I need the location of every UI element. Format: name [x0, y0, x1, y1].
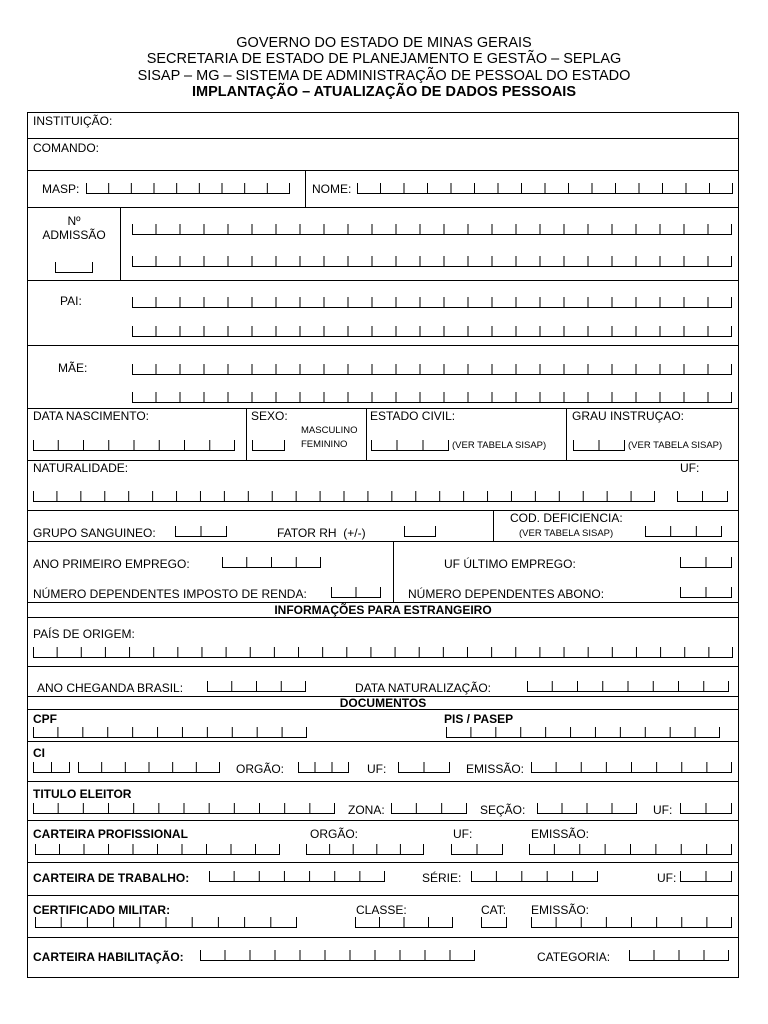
label-orgao: ORGÃO:: [236, 762, 285, 776]
carteira-profissional-input[interactable]: [35, 844, 280, 855]
data-naturalizacao-input[interactable]: [527, 681, 729, 692]
ano-chegada-input[interactable]: [207, 681, 306, 692]
label-fator-rh: FATOR RH (+/-): [277, 526, 366, 540]
uf-ct-input[interactable]: [680, 871, 732, 882]
label-nome: NOME:: [312, 182, 352, 196]
label-pis-pasep: PIS / PASEP: [444, 712, 514, 726]
label-pai: PAI:: [60, 294, 82, 308]
row-divider: [27, 207, 739, 208]
label-instituicao: INSTITUIÇÃO:: [33, 114, 113, 128]
row-divider: [27, 862, 739, 863]
fator-rh-input[interactable]: [404, 526, 436, 537]
label-uf: UF:: [680, 461, 700, 475]
row-divider: [27, 541, 739, 542]
ci-uf-input[interactable]: [398, 762, 450, 773]
cp-emissao-input[interactable]: [529, 844, 732, 855]
row-divider: [27, 666, 739, 667]
cp-orgao-input[interactable]: [306, 844, 424, 855]
label-comando: COMANDO:: [33, 141, 99, 155]
label-secao: SEÇÃO:: [480, 803, 526, 817]
label-grau-instrucao: GRAU INSTRUÇAO:: [572, 409, 685, 423]
nome-continuation-input[interactable]: [132, 224, 732, 235]
label-carteira-profissional: CARTEIRA PROFISSIONAL: [33, 827, 188, 841]
label-data-naturalizacao: DATA NATURALIZAÇÃO:: [355, 681, 492, 695]
label-ver-tabela: (VER TABELA SISAP): [452, 440, 547, 451]
label-mae: MÃE:: [58, 361, 88, 375]
uf-titulo-input[interactable]: [680, 803, 732, 814]
carteira-trabalho-input[interactable]: [209, 871, 385, 882]
row-divider: [27, 937, 739, 938]
label-ano-primeiro-emprego: ANO PRIMEIRO EMPREGO:: [33, 557, 190, 571]
row-divider: [27, 280, 739, 281]
ci-orgao-input[interactable]: [298, 762, 349, 773]
row-divider: [27, 617, 739, 618]
column-divider: [566, 408, 567, 460]
cod-deficiencia-input[interactable]: [645, 526, 722, 537]
ci-number-input[interactable]: [78, 762, 220, 773]
label-ver-tabela: (VER TABELA SISAP): [628, 440, 723, 451]
secao-input[interactable]: [537, 803, 637, 814]
label-uf: UF:: [367, 762, 387, 776]
section-estrangeiro: INFORMAÇÕES PARA ESTRANGEIRO: [274, 603, 492, 617]
row-divider: [27, 781, 739, 782]
label-dependentes-ir: NÚMERO DEPENDENTES IMPOSTO DE RENDA:: [33, 587, 307, 601]
row-divider: [27, 741, 739, 742]
label-cat: CAT:: [481, 903, 507, 917]
row-divider: [27, 170, 739, 171]
categoria-input[interactable]: [629, 950, 729, 961]
sexo-input[interactable]: [252, 440, 285, 451]
form-title: IMPLANTAÇÃO – ATUALIZAÇÃO DE DADOS PESSOAIS: [192, 84, 576, 100]
cp-uf-input[interactable]: [451, 844, 503, 855]
pais-origem-input[interactable]: [33, 647, 733, 658]
certificado-militar-input[interactable]: [35, 917, 297, 928]
label-pais-origem: PAÍS DE ORIGEM:: [33, 627, 135, 641]
carteira-habilitacao-input[interactable]: [200, 950, 475, 961]
ci-prefix-input[interactable]: [33, 762, 70, 773]
row-divider: [27, 345, 739, 346]
header-line-government: GOVERNO DO ESTADO DE MINAS GERAIS: [236, 35, 532, 51]
pis-pasep-input[interactable]: [446, 727, 720, 738]
label-carteira-trabalho: CARTEIRA DE TRABALHO:: [33, 871, 190, 885]
label-sexo: SEXO:: [251, 409, 288, 423]
row-divider: [27, 895, 739, 896]
titulo-eleitor-input[interactable]: [33, 803, 335, 814]
label-uf: UF:: [653, 803, 673, 817]
row-divider: [27, 138, 739, 139]
pai-input[interactable]: [132, 326, 732, 337]
uf-ultimo-emprego-input[interactable]: [680, 557, 732, 568]
pai-input[interactable]: [132, 297, 732, 308]
row-divider: [27, 820, 739, 821]
uf-naturalidade-input[interactable]: [677, 491, 728, 502]
label-feminino: FEMININO: [301, 439, 348, 450]
column-divider: [305, 170, 306, 207]
label-ano-chegada: ANO CHEGANDA BRASIL:: [37, 681, 184, 695]
label-n-admissao-2: ADMISSÃO: [42, 228, 106, 242]
cpf-input[interactable]: [33, 727, 307, 738]
label-ci: CI: [33, 746, 45, 760]
n-admissao-input[interactable]: [55, 262, 93, 273]
ci-emissao-input[interactable]: [531, 762, 732, 773]
label-grupo-sanguineo: GRUPO SANGUINEO:: [33, 526, 156, 540]
masp-input[interactable]: [86, 183, 290, 194]
header-line-secretaria: SECRETARIA DE ESTADO DE PLANEJAMENTO E GESTÃO – SEPLAG: [146, 51, 622, 67]
ano-primeiro-emprego-input[interactable]: [222, 557, 321, 568]
data-nascimento-input[interactable]: [33, 440, 235, 451]
dependentes-ir-input[interactable]: [331, 587, 381, 598]
column-divider: [246, 408, 247, 460]
grau-instrucao-input[interactable]: [573, 440, 625, 451]
column-divider: [366, 408, 367, 460]
cat-input[interactable]: [481, 917, 507, 928]
cm-emissao-input[interactable]: [531, 917, 732, 928]
label-masculino: MASCULINO: [301, 425, 358, 436]
label-uf-ultimo-emprego: UF ÚLTIMO EMPREGO:: [444, 557, 576, 571]
section-documentos: DOCUMENTOS: [339, 696, 427, 710]
label-carteira-habilitacao: CARTEIRA HABILITAÇÃO:: [33, 950, 184, 964]
label-naturalidade: NATURALIDADE:: [33, 461, 129, 475]
dependentes-abono-input[interactable]: [680, 587, 732, 598]
label-titulo-eleitor: TITULO ELEITOR: [33, 787, 132, 801]
estado-civil-input[interactable]: [371, 440, 449, 451]
label-emissao: EMISSÃO:: [531, 827, 590, 841]
header-line-sisap: SISAP – MG – SISTEMA DE ADMINISTRAÇÃO DE PESSOAL DO ESTADO: [137, 68, 631, 84]
label-data-nascimento: DATA NASCIMENTO:: [33, 409, 150, 423]
column-divider: [393, 541, 394, 602]
label-n-admissao-1: Nº: [67, 214, 81, 228]
label-ver-tabela: (VER TABELA SISAP): [519, 528, 614, 539]
mae-input[interactable]: [132, 392, 732, 403]
label-certificado-militar: CERTIFICADO MILITAR:: [33, 903, 171, 917]
label-categoria: CATEGORIA:: [537, 950, 611, 964]
label-zona: ZONA:: [348, 803, 385, 817]
label-uf: UF:: [657, 871, 677, 885]
column-divider: [493, 510, 494, 541]
label-orgao: ORGÃO:: [310, 827, 359, 841]
column-divider: [120, 207, 121, 280]
label-dependentes-abono: NÚMERO DEPENDENTES ABONO:: [408, 587, 605, 601]
row-divider: [27, 460, 739, 461]
label-emissao: EMISSÃO:: [466, 762, 525, 776]
zona-input[interactable]: [391, 803, 467, 814]
label-serie: SÉRIE:: [422, 871, 462, 885]
label-emissao: EMISSÃO:: [531, 903, 590, 917]
label-classe: CLASSE:: [356, 903, 407, 917]
grupo-sanguineo-input[interactable]: [175, 526, 227, 537]
label-estado-civil: ESTADO CIVIL:: [370, 409, 456, 423]
label-uf: UF:: [453, 827, 473, 841]
label-cod-deficiencia: COD. DEFICIENCIA:: [510, 511, 623, 525]
nome-input[interactable]: [357, 183, 733, 194]
serie-input[interactable]: [471, 871, 598, 882]
label-masp: MASP:: [42, 182, 80, 196]
mae-input[interactable]: [132, 364, 732, 375]
classe-input[interactable]: [355, 917, 453, 928]
label-cpf: CPF: [33, 712, 57, 726]
nome-continuation-input[interactable]: [132, 256, 732, 267]
row-divider: [27, 510, 739, 511]
naturalidade-input[interactable]: [33, 491, 655, 502]
